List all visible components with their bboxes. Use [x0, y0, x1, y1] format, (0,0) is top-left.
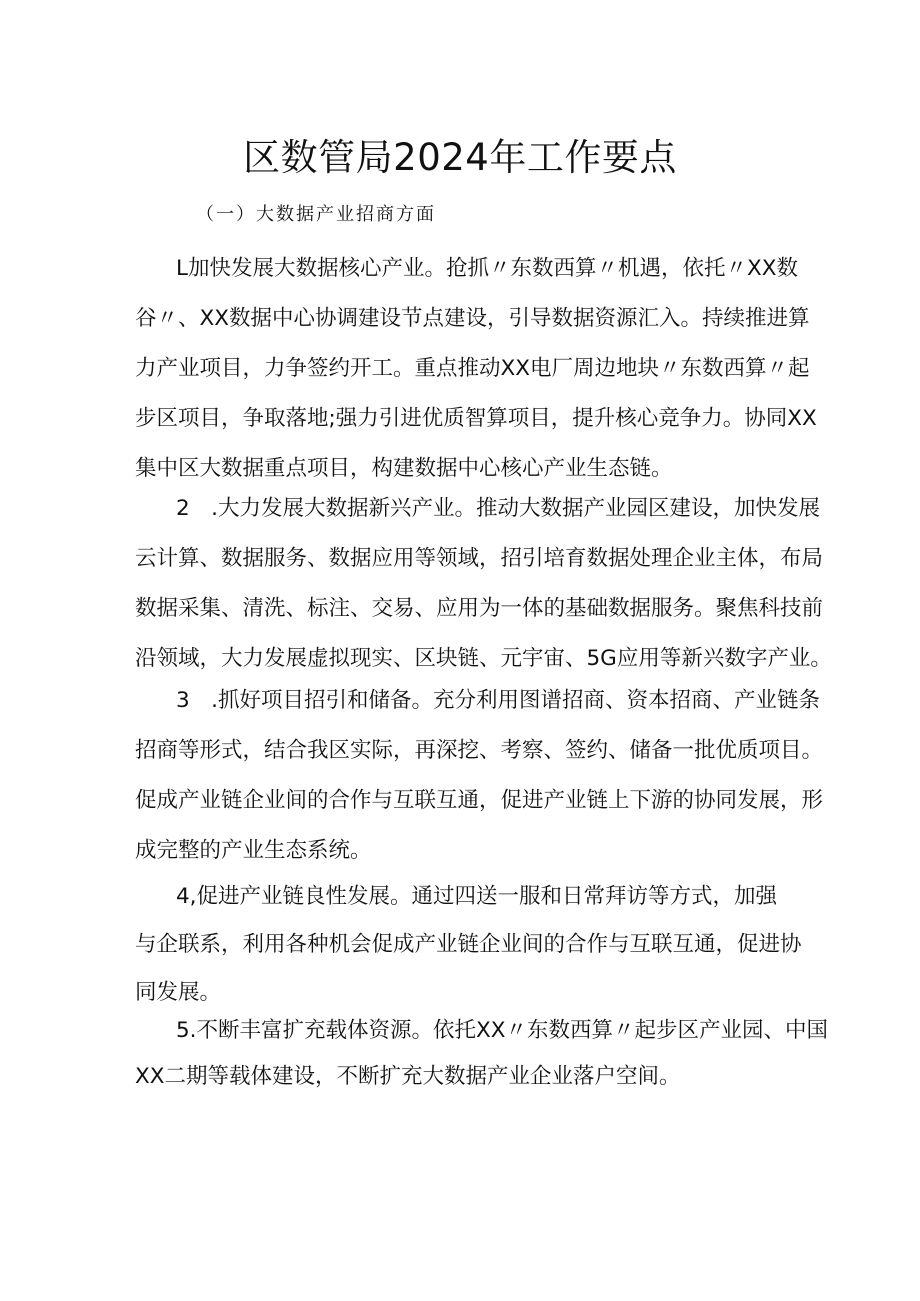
document-title: 区数管局2024年工作要点	[243, 136, 677, 179]
paragraph-line: 4,促进产业链良性发展。通过四送一服和日常拜访等方式，加强	[176, 884, 778, 909]
paragraph-line: 谷〃、XX数据中心协调建设节点建设，引导数据资源汇入。持续推进算	[135, 306, 810, 331]
paragraph-line: 沿领域，大力发展虚拟现实、区块链、元宇宙、5G应用等新兴数字产业。	[135, 646, 832, 671]
paragraph-line: 与企联系，利用各种机会促成产业链企业间的合作与互联互通，促进协	[135, 932, 802, 957]
paragraph-line: 同发展。	[135, 980, 222, 1005]
paragraph-line: 数据采集、清洗、标注、交易、应用为一体的基础数据服务。聚焦科技前	[135, 596, 824, 621]
paragraph-1	[135, 244, 817, 494]
paragraph-line: 3 .抓好项目招引和储备。充分利用图谱招商、资本招商、产业链条	[176, 688, 821, 713]
paragraph-line: 成完整的产业生态系统。	[135, 838, 372, 863]
paragraph-line: 云计算、数据服务、数据应用等领域，招引培育数据处理企业主体，布局	[135, 546, 824, 571]
paragraph-3	[135, 676, 824, 876]
paragraph-line: 招商等形式，结合我区实际，再深挖、考察、签约、储备一批优质项目。	[135, 738, 824, 763]
paragraph-line: 2 .大力发展大数据新兴产业。推动大数据产业园区建设，加快发展	[176, 496, 821, 521]
paragraph-2	[135, 484, 832, 684]
paragraph-line: 集中区大数据重点项目，构建数据中心核心产业生态链。	[135, 456, 673, 481]
paragraph-5	[135, 1008, 828, 1100]
paragraph-line: 步区项目，争取落地;强力引进优质智算项目，提升核心竞争力。协同XX	[135, 406, 817, 431]
paragraph-line: 促成产业链企业间的合作与互联互通，促进产业链上下游的协同发展，形	[135, 788, 824, 813]
paragraph-line: 力产业项目，力争签约开工。重点推动XX电厂周边地块〃东数西算〃起	[135, 356, 810, 381]
paragraph-4	[135, 873, 802, 1017]
paragraph-line: 5.不断丰富扩充载体资源。依托XX〃东数西算〃起步区产业园、中国	[176, 1018, 828, 1043]
paragraph-line: XX二期等载体建设，不断扩充大数据产业企业落户空间。	[135, 1064, 681, 1089]
section-heading: （一）大数据产业招商方面	[196, 204, 436, 225]
paragraph-line: L加快发展大数据核心产业。抢抓〃东数西算〃机遇，依托〃XX数	[176, 256, 798, 281]
